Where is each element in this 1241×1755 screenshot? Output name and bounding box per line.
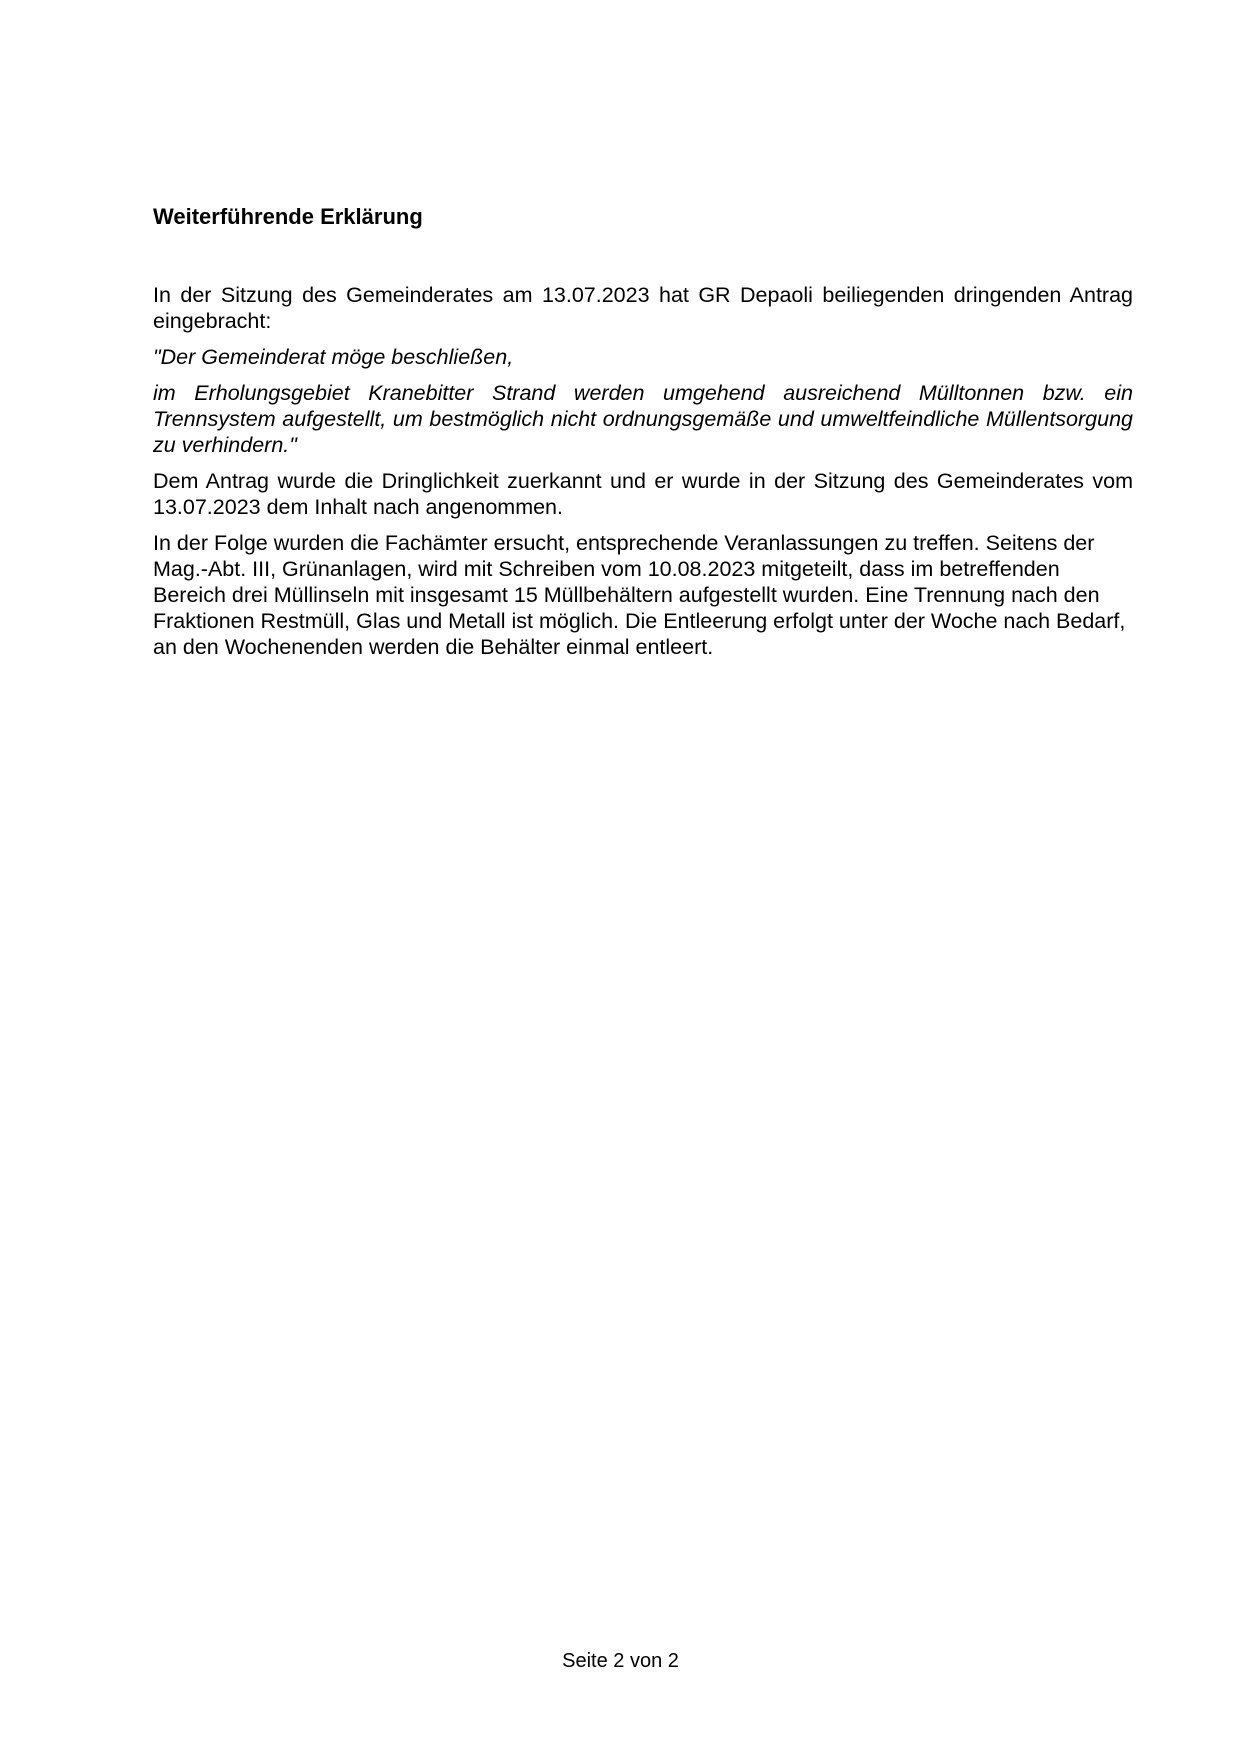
paragraph-quote-opening: "Der Gemeinderat möge beschließen, bbox=[153, 345, 514, 369]
document-body bbox=[153, 282, 1133, 670]
page-title: Weiterführende Erklärung bbox=[153, 204, 423, 229]
paragraph-urgency: Dem Antrag wurde die Dringlichkeit zuerkannt und er wurde in der Sitzung des Gemeinderates vom 13.07.2023 dem Inhalt nach angenommen. bbox=[153, 469, 1133, 519]
page-number: Seite 2 von 2 bbox=[562, 1650, 679, 1672]
paragraph-quote-body: im Erholungsgebiet Kranebitter Strand werden umgehend ausreichend Mülltonnen bzw. ein Trennsystem aufgestellt, um bestmöglich nicht ordnungsgemäße und umweltfeindliche Müllentsorgung zu verhindern." bbox=[153, 381, 1133, 457]
paragraph-followup: In der Folge wurden die Fachämter ersucht, entsprechende Veranlassungen zu treffen. Seitens der Mag.-Abt. III, Grünanlagen, wird mit Schreiben vom 10.08.2023 mitgeteilt, dass im betreffenden Bereich drei Müllinseln mit insgesamt 15 Müllbehältern aufgestellt wurden. Eine Trennung nach den Fraktionen Restmüll, Glas und Metall ist möglich. Die Entleerung erfolgt unter der Woche nach Bedarf, an den Wochenenden werden die Behälter einmal entleert. bbox=[153, 531, 1126, 659]
paragraph-intro: In der Sitzung des Gemeinderates am 13.07.2023 hat GR Depaoli beiliegenden dringenden Antrag eingebracht: bbox=[153, 283, 1133, 333]
